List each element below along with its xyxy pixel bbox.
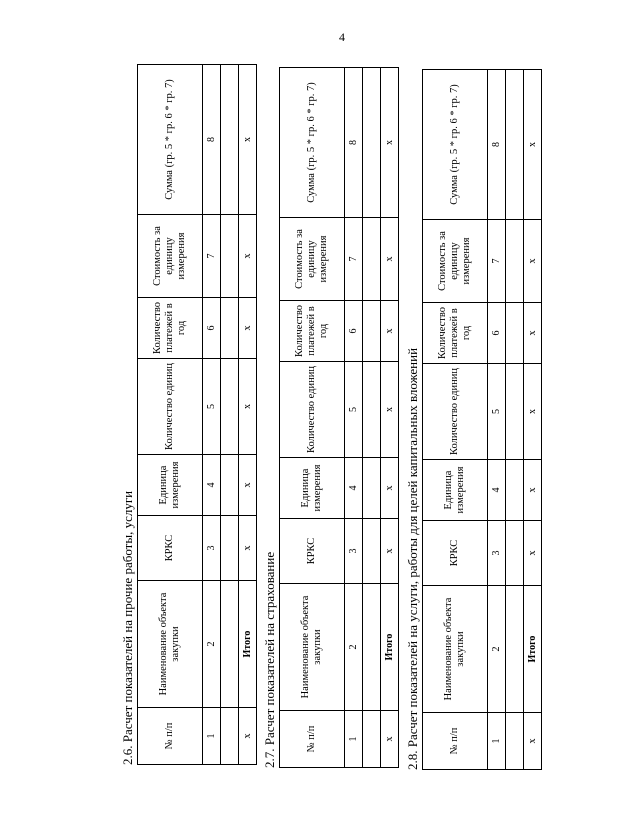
total-cell: x [381, 218, 399, 301]
total-row [524, 70, 542, 770]
header-cell: Сумма (гр. 5 * гр. 6 * гр. 7) [138, 65, 203, 215]
header-cell: Единица измерения [423, 460, 488, 521]
total-cell: x [381, 362, 399, 458]
total-label: Итого [524, 586, 542, 713]
column-number: 3 [203, 516, 221, 581]
column-number: 5 [203, 359, 221, 455]
header-cell: КРКС [138, 516, 203, 581]
empty-cell [506, 220, 524, 303]
empty-cell [221, 215, 239, 298]
header-cell: Стоимость за единицу измерения [423, 220, 488, 303]
header-row [423, 70, 488, 770]
total-cell: x [524, 70, 542, 220]
header-cell: Количество единиц [138, 359, 203, 455]
column-number: 1 [345, 711, 363, 768]
total-cell: x [239, 359, 257, 455]
data-row [506, 70, 524, 770]
column-number-row [488, 70, 506, 770]
empty-cell [506, 713, 524, 770]
header-cell: Наименование объекта закупки [280, 584, 345, 711]
total-cell: x [381, 301, 399, 362]
empty-cell [506, 460, 524, 521]
column-number: 6 [345, 301, 363, 362]
header-cell: Количество платежей в год [280, 301, 345, 362]
empty-cell [363, 68, 381, 218]
empty-cell [363, 458, 381, 519]
column-number: 6 [488, 303, 506, 364]
section-title: 2.8. Расчет показателей на услуги, работы для целей капитальных вложений [405, 347, 420, 770]
header-row [138, 65, 203, 765]
data-row [363, 68, 381, 768]
empty-cell [506, 364, 524, 460]
column-number: 7 [345, 218, 363, 301]
total-cell: x [239, 455, 257, 516]
column-number-row [203, 65, 221, 765]
header-cell: КРКС [280, 519, 345, 584]
empty-cell [363, 362, 381, 458]
empty-cell [363, 519, 381, 584]
column-number: 8 [345, 68, 363, 218]
total-cell: x [239, 516, 257, 581]
column-number: 8 [488, 70, 506, 220]
empty-cell [506, 70, 524, 220]
header-cell: Наименование объекта закупки [138, 581, 203, 708]
column-number: 2 [345, 584, 363, 711]
total-cell: x [524, 364, 542, 460]
total-cell: x [239, 298, 257, 359]
empty-cell [506, 521, 524, 586]
total-row [239, 65, 257, 765]
empty-cell [363, 218, 381, 301]
column-number: 7 [203, 215, 221, 298]
empty-cell [221, 65, 239, 215]
empty-cell [221, 708, 239, 765]
header-cell: Сумма (гр. 5 * гр. 6 * гр. 7) [423, 70, 488, 220]
header-cell: Стоимость за единицу измерения [280, 218, 345, 301]
header-cell: Единица измерения [138, 455, 203, 516]
column-number: 5 [488, 364, 506, 460]
column-number: 5 [345, 362, 363, 458]
header-cell: Количество единиц [280, 362, 345, 458]
header-cell: Единица измерения [280, 458, 345, 519]
section-title: 2.6. Расчет показателей на прочие работы, услуги [120, 490, 135, 765]
column-number: 4 [488, 460, 506, 521]
header-cell: Наименование объекта закупки [423, 586, 488, 713]
total-cell: x [381, 519, 399, 584]
indicators-table [422, 69, 542, 770]
column-number: 3 [488, 521, 506, 586]
total-cell: x [381, 68, 399, 218]
empty-cell [363, 711, 381, 768]
total-cell: x [524, 220, 542, 303]
column-number: 3 [345, 519, 363, 584]
total-cell: x [524, 460, 542, 521]
section-2-8 [405, 70, 595, 770]
total-row [381, 68, 399, 768]
empty-cell [221, 455, 239, 516]
header-row [280, 68, 345, 768]
indicators-table [137, 64, 257, 765]
column-number: 4 [203, 455, 221, 516]
total-label: Итого [381, 584, 399, 711]
header-cell: № п/п [423, 713, 488, 770]
header-cell: № п/п [280, 711, 345, 768]
data-row [221, 65, 239, 765]
total-cell: x [239, 708, 257, 765]
empty-cell [363, 584, 381, 711]
empty-cell [506, 586, 524, 713]
header-cell: Количество единиц [423, 364, 488, 460]
total-cell: x [381, 458, 399, 519]
header-cell: Сумма (гр. 5 * гр. 6 * гр. 7) [280, 68, 345, 218]
column-number: 6 [203, 298, 221, 359]
column-number: 1 [488, 713, 506, 770]
total-cell: x [524, 303, 542, 364]
column-number: 4 [345, 458, 363, 519]
column-number: 7 [488, 220, 506, 303]
column-number: 1 [203, 708, 221, 765]
header-cell: КРКС [423, 521, 488, 586]
total-cell: x [239, 215, 257, 298]
total-cell: x [524, 713, 542, 770]
empty-cell [221, 359, 239, 455]
total-cell: x [239, 65, 257, 215]
column-number: 2 [203, 581, 221, 708]
header-cell: Количество платежей в год [138, 298, 203, 359]
total-cell: x [381, 711, 399, 768]
column-number-row [345, 68, 363, 768]
header-cell: Стоимость за единицу измерения [138, 215, 203, 298]
empty-cell [363, 301, 381, 362]
column-number: 8 [203, 65, 221, 215]
total-cell: x [524, 521, 542, 586]
header-cell: Количество платежей в год [423, 303, 488, 364]
empty-cell [221, 581, 239, 708]
total-label: Итого [239, 581, 257, 708]
empty-cell [221, 298, 239, 359]
column-number: 2 [488, 586, 506, 713]
empty-cell [221, 516, 239, 581]
empty-cell [506, 303, 524, 364]
section-title: 2.7. Расчет показателей на страхование [262, 551, 277, 768]
indicators-table [279, 67, 399, 768]
header-cell: № п/п [138, 708, 203, 765]
page-number: 4 [339, 30, 345, 44]
